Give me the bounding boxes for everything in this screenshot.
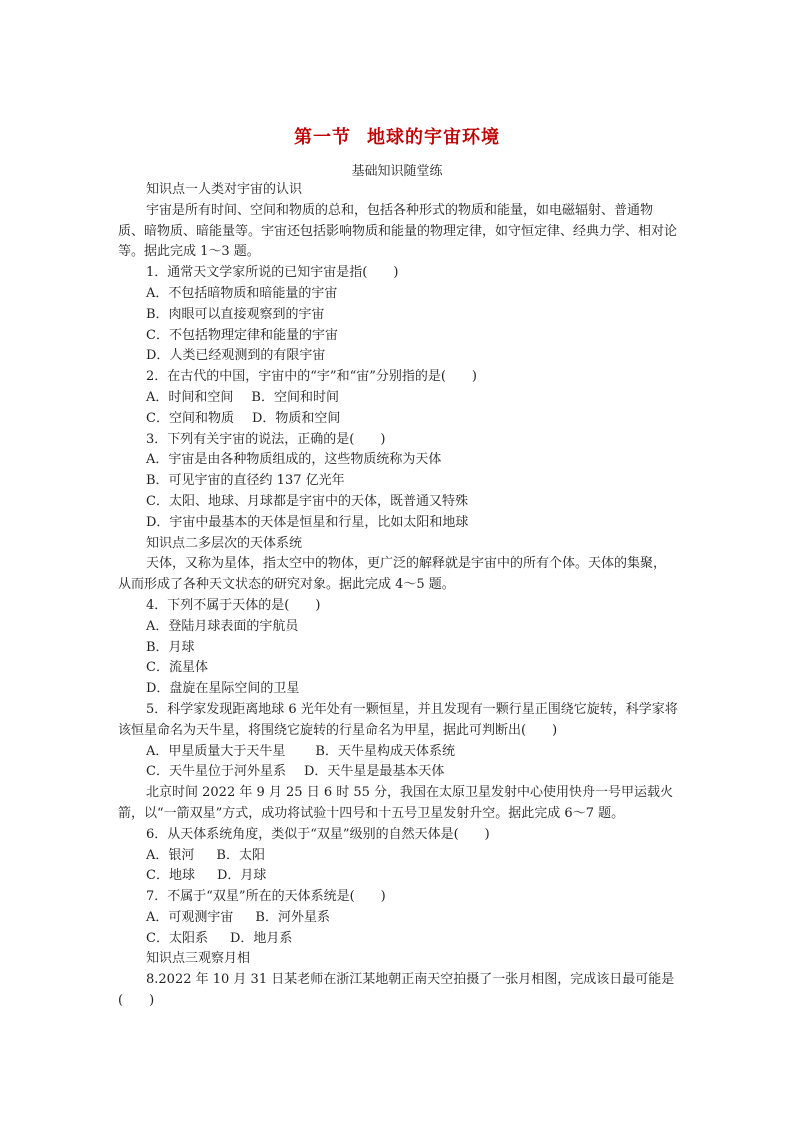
answer-option: C．流星体 [146,660,208,676]
section-heading: 知识点三观察月相 [146,951,251,967]
option-row [118,762,678,783]
answer-option: A．宇宙是由各种物质组成的，这些物质统称为天体 [146,452,442,468]
answer-option: C．不包括物理定律和能量的宇宙 [146,327,338,343]
answer-option: B．天牛星构成天体系统 [315,743,455,759]
answer-option: D．地月系 [229,930,293,946]
answer-option: B．月球 [146,639,195,655]
answer-option: A．登陆月球表面的宇航员 [146,618,299,634]
answer-option: A．时间和空间 [146,389,234,405]
option-row [118,846,678,867]
option-row [118,908,678,929]
page-title [0,123,794,149]
option-row [118,409,678,430]
answer-option: D．物质和空间 [251,410,341,426]
intro-paragraph: 天体，又称为星体，指太空中的物体，更广泛的解释就是宇宙中的所有个体。天体的集聚，从而形成了各种天文状态的研究对象。据此完成 4～5 题。 [118,556,667,593]
title-section-number: 第一节 [294,127,351,148]
question-stem: 2．在古代的中国，宇宙中的“宇”和“宙”分别指的是( ) [146,369,477,385]
answer-option: D．天牛星是最基本天体 [303,764,445,780]
option-row [118,388,678,409]
option-row [118,929,678,950]
answer-option: C．天牛星位于河外星系 [146,764,286,780]
intro-paragraph: 北京时间 2022 年 9 月 25 日 6 时 55 分，我国在太原卫星发射中心使用快舟一号甲运载火箭，以“一箭双星”方式，成功将试验十四号和十五号卫星发射升空。据此完成 6～7 题。 [118,785,674,821]
answer-option: B．可见宇宙的直径约 137 亿光年 [146,473,345,489]
question-stem: 4．下列不属于天体的是( ) [146,597,321,613]
question-stem: 3．下列有关宇宙的说法，正确的是( ) [146,431,386,447]
title-text: 地球的宇宙环境 [367,127,500,148]
option-row [118,866,678,887]
answer-option: B．太阳 [216,847,265,863]
question-stem: 8.2022 年 10 月 31 日某老师在浙江某地朝正南天空拍摄了一张月相图，完成该日最可能是( ) [118,972,675,1009]
question-stem: 7．不属于“双星”所在的天体系统是( ) [146,889,386,905]
answer-option: D．盘旋在星际空间的卫星 [146,681,300,697]
answer-option: D．人类已经观测到的有限宇宙 [146,348,326,364]
answer-option: B．空间和时间 [251,389,339,405]
worksheet-body [118,180,678,1012]
section-heading: 知识点二多层次的天体系统 [146,535,303,551]
answer-option: C．太阳、地球、月球都是宇宙中的天体，既普通又特殊 [146,493,468,509]
question-stem: 5．科学家发现距离地球 6 光年处有一颗恒星，并且发现有一颗行星正围绕它旋转，科学家将该恒星命名为天牛星，将围绕它旋转的行星命名为甲星，据此可判断出( ) [118,701,678,738]
section-heading: 知识点一人类对宇宙的认识 [146,182,303,197]
answer-option: D．宇宙中最基本的天体是恒星和行星，比如太阳和地球 [146,514,469,530]
answer-option: A．可观测宇宙 [146,909,234,925]
page-subtitle: 基础知识随堂练 [351,164,443,179]
answer-option: C．空间和物质 [146,410,234,426]
answer-option: A．不包括暗物质和暗能量的宇宙 [146,285,338,301]
question-stem: 1．通常天文学家所说的已知宇宙是指( ) [146,265,399,281]
question-stem: 6．从天体系统角度，类似于“双星”级别的自然天体是( ) [146,826,490,842]
answer-option: C．太阳系 [146,930,208,946]
answer-option: A．甲星质量大于天牛星 [146,743,286,759]
answer-option: B．肉眼可以直接观察到的宇宙 [146,306,325,322]
option-row [118,742,678,763]
answer-option: A．银河 [146,847,195,863]
intro-paragraph: 宇宙是所有时间、空间和物质的总和，包括各种形式的物质和能量，如电磁辐射、普通物质、暗物质、暗能量等。宇宙还包括影响物质和能量的物理定律，如守恒定律、经典力学、相对论等。据此完成 1～3 题。 [118,202,678,260]
answer-option: D．月球 [216,868,267,884]
answer-option: C．地球 [146,868,195,884]
answer-option: B．河外星系 [255,909,330,925]
